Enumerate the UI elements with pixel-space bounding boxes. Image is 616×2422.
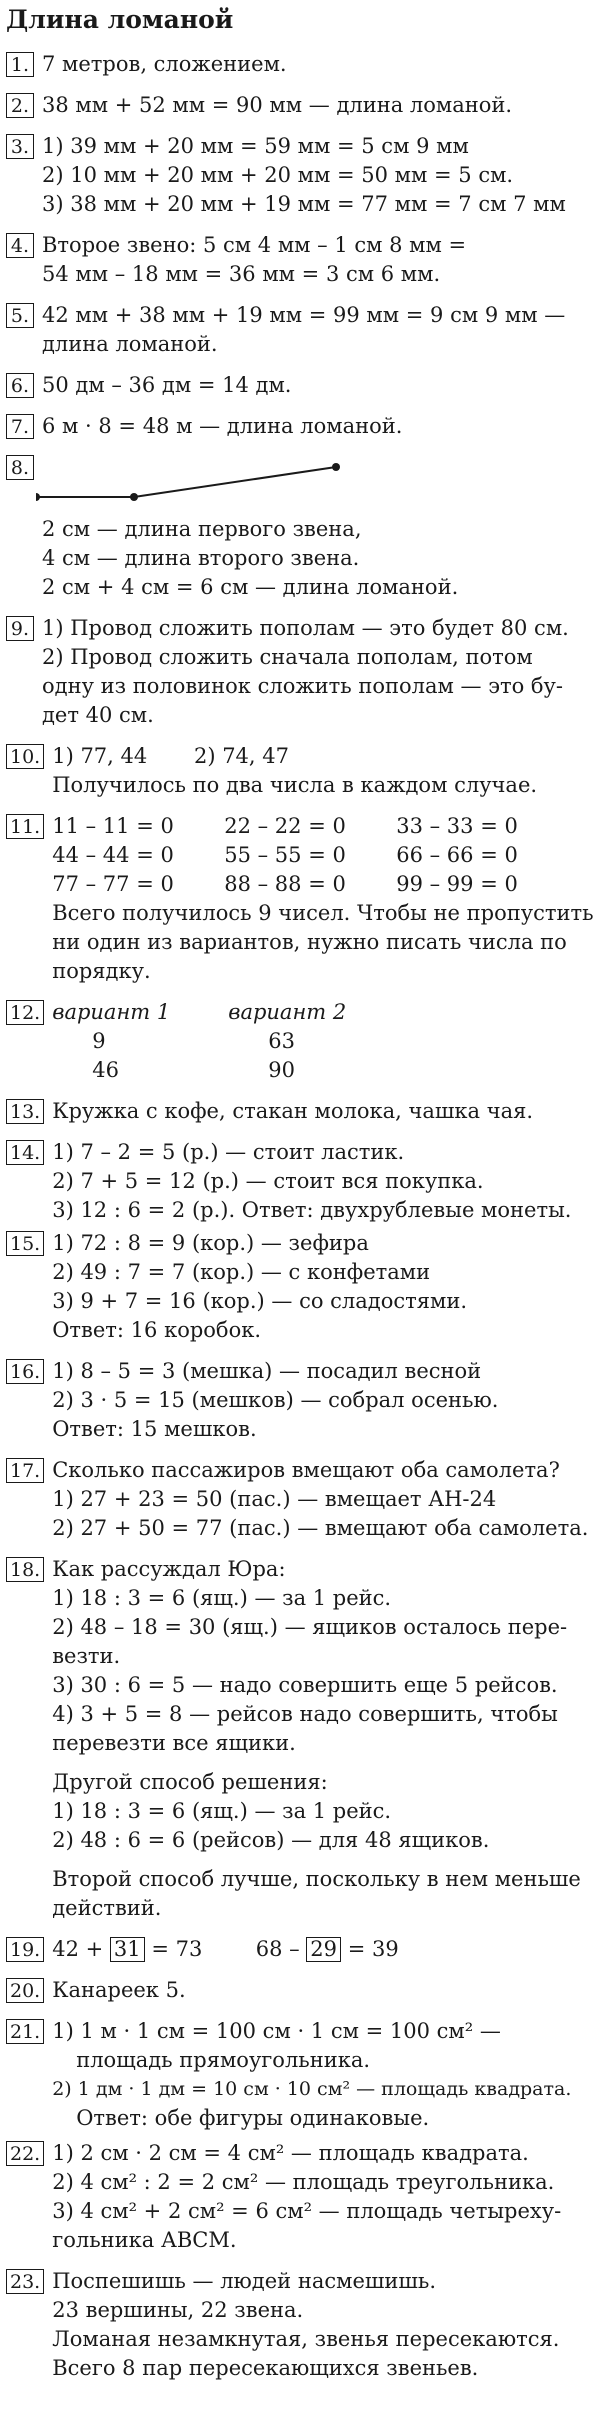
problem-23-body xyxy=(52,2267,604,2383)
problem-6-body xyxy=(42,371,604,400)
problem-18-line: 3) 30 : 6 = 5 — надо совершить еще 5 рейсов. xyxy=(52,1673,558,1697)
problem-14-line: 1) 7 – 2 = 5 (р.) — стоит ластик. xyxy=(52,1140,405,1164)
problem-9-body xyxy=(42,614,604,730)
problem-8-line: 4 см — длина второго звена. xyxy=(42,546,360,570)
variant-1-value: 46 xyxy=(92,1058,119,1082)
problem-number-7: 7. xyxy=(6,414,34,439)
grid-cell: 22 – 22 = 0 xyxy=(224,814,346,838)
problem-list xyxy=(6,50,604,2383)
problem-18-line: Как рассуждал Юра: xyxy=(52,1557,286,1581)
problem-15-line: 3) 9 + 7 = 16 (кор.) — со сладостями. xyxy=(52,1289,467,1313)
problem-21-line: 2) 1 дм · 1 дм = 10 см · 10 см² — площадь квадрата. xyxy=(52,2078,572,2100)
problem-18-line: 1) 18 : 3 = 6 (ящ.) — за 1 рейс. xyxy=(52,1586,392,1610)
problem-4 xyxy=(6,231,604,289)
equation-2-answer-box: 29 xyxy=(306,1937,341,1962)
problem-21-line: Ответ: обе фигуры одинаковые. xyxy=(76,2106,430,2130)
page-title: Длина ломаной xyxy=(6,5,234,34)
problem-1 xyxy=(6,50,604,79)
problem-number-23: 23. xyxy=(6,2269,44,2294)
problem-number-20: 20. xyxy=(6,1978,44,2003)
equation-2-left: 68 – xyxy=(255,1937,300,1961)
problem-23-line: 23 вершины, 22 звена. xyxy=(52,2298,304,2322)
equation-1-right: = 73 xyxy=(151,1937,203,1961)
problem-6 xyxy=(6,371,604,400)
problem-number-10: 10. xyxy=(6,744,44,769)
grid-cell: 66 – 66 = 0 xyxy=(396,843,518,867)
problem-8-body xyxy=(42,453,604,602)
problem-18-line: 2) 48 – 18 = 30 (ящ.) — ящиков осталось пере- xyxy=(52,1615,568,1639)
problem-number-11: 11. xyxy=(6,814,44,839)
problem-22-line: гольника АВСМ. xyxy=(52,2228,237,2252)
problem-20-body xyxy=(52,1976,604,2005)
problem-number-8: 8. xyxy=(6,455,34,480)
equation-1-answer-box: 31 xyxy=(110,1937,145,1962)
grid-cell: 55 – 55 = 0 xyxy=(224,843,346,867)
problem-5-line: длина ломаной. xyxy=(42,332,218,356)
equation-1-left: 42 + xyxy=(52,1937,104,1961)
problem-9-line: дет 40 см. xyxy=(42,703,154,727)
problem-16-line: Ответ: 15 мешков. xyxy=(52,1417,257,1441)
problem-23-line: Поспешишь — людей насмешишь. xyxy=(52,2269,437,2293)
problem-14-body xyxy=(52,1138,604,1225)
problem-5-line: 42 мм + 38 мм + 19 мм = 99 мм = 9 см 9 мм — xyxy=(42,303,566,327)
problem-17-line: 2) 27 + 50 = 77 (пас.) — вмещают оба самолета. xyxy=(52,1516,589,1540)
grid-cell: 44 – 44 = 0 xyxy=(52,843,174,867)
problem-3-line: 1) 39 мм + 20 мм = 59 мм = 5 см 9 мм xyxy=(42,134,469,158)
problem-22-line: 1) 2 см · 2 см = 4 см² — площадь квадрата. xyxy=(52,2141,529,2165)
grid-cell: 77 – 77 = 0 xyxy=(52,872,174,896)
problem-4-body xyxy=(42,231,604,289)
variant-2-value: 90 xyxy=(268,1058,295,1082)
problem-16-line: 1) 8 – 5 = 3 (мешка) — посадил весной xyxy=(52,1359,482,1383)
polyline-vertex xyxy=(332,463,340,471)
problem-number-16: 16. xyxy=(6,1359,44,1384)
problem-10-line: Получилось по два числа в каждом случае. xyxy=(52,773,538,797)
problem-1-line: 7 метров, сложением. xyxy=(42,52,287,76)
polyline-drawing xyxy=(36,457,416,515)
problem-5-body xyxy=(42,301,604,359)
problem-3 xyxy=(6,132,604,219)
problem-18 xyxy=(6,1555,604,1923)
problem-16 xyxy=(6,1357,604,1444)
problem-20 xyxy=(6,1976,604,2005)
equation-2-right: = 39 xyxy=(347,1937,399,1961)
problem-17 xyxy=(6,1456,604,1543)
problem-14-line: 3) 12 : 6 = 2 (р.). Ответ: двухрублевые монеты. xyxy=(52,1198,572,1222)
variant-1-header: вариант 1 xyxy=(52,1000,171,1024)
problem-19 xyxy=(6,1935,604,1964)
problem-number-12: 12. xyxy=(6,1000,44,1025)
polyline-vertex xyxy=(36,493,40,501)
problem-21-line: площадь прямоугольника. xyxy=(76,2048,371,2072)
polyline-segment-2 xyxy=(134,467,336,497)
problem-11 xyxy=(6,812,604,986)
problem-18-body xyxy=(52,1555,604,1923)
problem-21-body xyxy=(52,2017,604,2133)
problem-12 xyxy=(6,998,604,1085)
problem-16-body xyxy=(52,1357,604,1444)
problem-number-13: 13. xyxy=(6,1099,44,1124)
problem-7-body xyxy=(42,412,604,441)
problem-21-line: 1) 1 м · 1 см = 100 см · 1 см = 100 см² — xyxy=(52,2019,501,2043)
problem-19-body xyxy=(52,1935,604,1964)
problem-12-body xyxy=(52,998,604,1085)
problem-13-line: Кружка с кофе, стакан молока, чашка чая. xyxy=(52,1099,534,1123)
problem-13-body xyxy=(52,1097,604,1126)
problem-11-body xyxy=(52,812,604,986)
problem-2-line: 38 мм + 52 мм = 90 мм — длина ломаной. xyxy=(42,93,513,117)
grid-cell: 33 – 33 = 0 xyxy=(396,814,518,838)
problem-18-line: Другой способ решения: xyxy=(52,1770,328,1794)
problem-15 xyxy=(6,1229,604,1345)
variant-2-header: вариант 2 xyxy=(228,1000,347,1024)
subtraction-grid xyxy=(52,812,604,899)
problem-number-17: 17. xyxy=(6,1458,44,1483)
problem-number-5: 5. xyxy=(6,303,34,328)
problem-22-line: 2) 4 см² : 2 = 2 см² — площадь треугольника. xyxy=(52,2170,555,2194)
problem-10-line: 1) 77, 44 2) 74, 47 xyxy=(52,744,289,768)
problem-9-line: 2) Провод сложить сначала пополам, потом xyxy=(42,645,533,669)
problem-7-line: 6 м · 8 = 48 м — длина ломаной. xyxy=(42,414,403,438)
problem-number-21: 21. xyxy=(6,2019,44,2044)
problem-21 xyxy=(6,2017,604,2133)
variants-table xyxy=(52,998,604,1085)
problem-23-line: Всего 8 пар пересекающихся звеньев. xyxy=(52,2356,479,2380)
grid-cell: 99 – 99 = 0 xyxy=(396,872,518,896)
problem-18-line: 2) 48 : 6 = 6 (рейсов) — для 48 ящиков. xyxy=(52,1828,490,1852)
problem-10-body xyxy=(52,742,604,800)
problem-15-body xyxy=(52,1229,604,1345)
grid-cell: 88 – 88 = 0 xyxy=(224,872,346,896)
problem-20-line: Канареек 5. xyxy=(52,1978,186,2002)
problem-15-line: 1) 72 : 8 = 9 (кор.) — зефира xyxy=(52,1231,369,1255)
problem-2-body xyxy=(42,91,604,120)
problem-9-line: 1) Провод сложить пополам — это будет 80 см. xyxy=(42,616,569,640)
problem-number-2: 2. xyxy=(6,93,34,118)
variant-2-value: 63 xyxy=(268,1029,295,1053)
problem-17-body xyxy=(52,1456,604,1543)
problem-14-line: 2) 7 + 5 = 12 (р.) — стоит вся покупка. xyxy=(52,1169,484,1193)
problem-18-line: везти. xyxy=(52,1644,121,1668)
problem-3-line: 3) 38 мм + 20 мм + 19 мм = 77 мм = 7 см 7 мм xyxy=(42,192,566,216)
problem-7 xyxy=(6,412,604,441)
problem-18-line: Второй способ лучше, поскольку в нем меньше xyxy=(52,1867,581,1891)
problem-23 xyxy=(6,2267,604,2383)
polyline-vertex xyxy=(130,493,138,501)
grid-cell: 11 – 11 = 0 xyxy=(52,814,174,838)
problem-18-line: 1) 18 : 3 = 6 (ящ.) — за 1 рейс. xyxy=(52,1799,392,1823)
problem-11-explanation: Всего получилось 9 чисел. Чтобы не пропустить ни один из вариантов, нужно писать числа по порядку. xyxy=(52,901,594,983)
problem-number-22: 22. xyxy=(6,2141,44,2166)
problem-8-line: 2 см + 4 см = 6 см — длина ломаной. xyxy=(42,575,459,599)
problem-number-9: 9. xyxy=(6,616,34,641)
problem-18-line: перевезти все ящики. xyxy=(52,1731,296,1755)
problem-17-line: 1) 27 + 23 = 50 (пас.) — вмещает АН-24 xyxy=(52,1487,497,1511)
problem-15-line: 2) 49 : 7 = 7 (кор.) — с конфетами xyxy=(52,1260,431,1284)
problem-16-line: 2) 3 · 5 = 15 (мешков) — собрал осенью. xyxy=(52,1388,499,1412)
problem-1-body xyxy=(42,50,604,79)
problem-18-line: действий. xyxy=(52,1896,162,1920)
problem-number-4: 4. xyxy=(6,233,34,258)
problem-8-line: 2 см — длина первого звена, xyxy=(42,517,362,541)
problem-15-line: Ответ: 16 коробок. xyxy=(52,1318,262,1342)
problem-3-line: 2) 10 мм + 20 мм + 20 мм = 50 мм = 5 см. xyxy=(42,163,514,187)
variant-1-value: 9 xyxy=(92,1029,106,1053)
problem-10 xyxy=(6,742,604,800)
problem-17-line: Сколько пассажиров вмещают оба самолета? xyxy=(52,1458,560,1482)
problem-3-body xyxy=(42,132,604,219)
problem-9-line: одну из половинок сложить пополам — это бу- xyxy=(42,674,564,698)
problem-13 xyxy=(6,1097,604,1126)
problem-6-line: 50 дм – 36 дм = 14 дм. xyxy=(42,373,292,397)
problem-number-18: 18. xyxy=(6,1557,44,1582)
problem-19-line xyxy=(52,1935,604,1964)
problem-8 xyxy=(6,453,604,602)
problem-number-6: 6. xyxy=(6,373,34,398)
problem-22-line: 3) 4 см² + 2 см² = 6 см² — площадь четыреху- xyxy=(52,2199,562,2223)
problem-number-15: 15. xyxy=(6,1231,44,1256)
problem-4-line: Второе звено: 5 см 4 мм – 1 см 8 мм = xyxy=(42,233,467,257)
problem-22 xyxy=(6,2139,604,2255)
problem-18-line: 4) 3 + 5 = 8 — рейсов надо совершить, чтобы xyxy=(52,1702,558,1726)
problem-4-line: 54 мм – 18 мм = 36 мм = 3 см 6 мм. xyxy=(42,262,441,286)
problem-23-line: Ломаная незамкнутая, звенья пересекаются. xyxy=(52,2327,560,2351)
problem-9 xyxy=(6,614,604,730)
problem-number-19: 19. xyxy=(6,1937,44,1962)
problem-22-body xyxy=(52,2139,604,2255)
problem-2 xyxy=(6,91,604,120)
problem-14 xyxy=(6,1138,604,1225)
problem-number-3: 3. xyxy=(6,134,34,159)
problem-number-1: 1. xyxy=(6,52,34,77)
problem-5 xyxy=(6,301,604,359)
problem-number-14: 14. xyxy=(6,1140,44,1165)
